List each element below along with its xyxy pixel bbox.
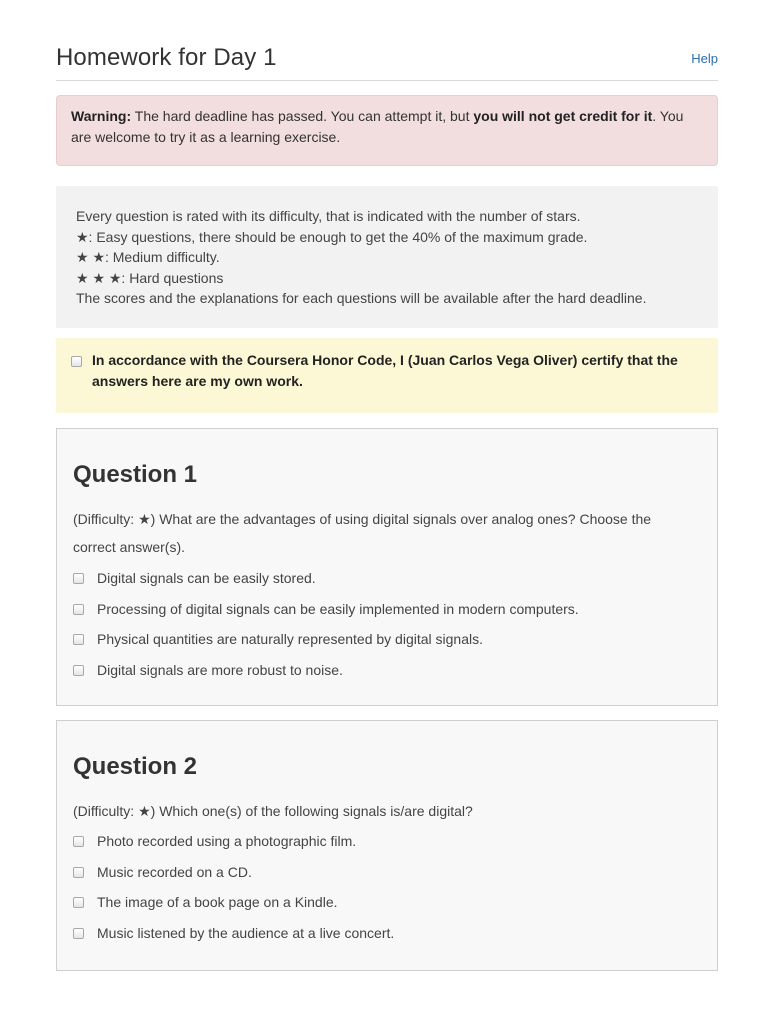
answer-label: The image of a book page on a Kindle.: [97, 894, 338, 910]
deadline-warning-alert: [56, 95, 718, 166]
info-line: ★ ★ ★: Hard questions: [76, 269, 224, 286]
question-card: [56, 720, 718, 971]
answer-checkbox[interactable]: [73, 573, 84, 584]
help-link[interactable]: Help: [691, 51, 718, 66]
answer-checkbox[interactable]: [73, 867, 84, 878]
answer-checkbox[interactable]: [73, 897, 84, 908]
warning-label: Warning:: [71, 108, 132, 124]
warning-bold-text: you will not get credit for it: [473, 108, 653, 124]
answer-label: Digital signals are more robust to noise.: [97, 661, 343, 678]
answer-label: Music recorded on a CD.: [97, 863, 252, 880]
answer-checkbox[interactable]: [73, 665, 84, 676]
answer-option[interactable]: [73, 831, 695, 862]
warning-text-before: The hard deadline has passed. You can attempt it, but: [131, 108, 474, 124]
honor-code-box: [56, 338, 718, 413]
answer-options: [73, 831, 695, 953]
honor-code-text: In accordance with the Coursera Honor Code, I (Juan Carlos Vega Oliver) certify that the answers here are my own work.: [92, 352, 678, 389]
answer-options: [73, 568, 695, 690]
info-line: Every question is rated with its difficulty, that is indicated with the number of stars.: [76, 208, 581, 224]
warning-text-after: . You are welcome to try it as a learning exercise.: [71, 108, 684, 145]
answer-label: Processing of digital signals can be easily implemented in modern computers.: [97, 600, 579, 617]
answer-label: Physical quantities are naturally represented by digital signals.: [97, 631, 483, 647]
answer-option[interactable]: [73, 629, 695, 660]
answer-label: Music listened by the audience at a live concert.: [97, 924, 395, 941]
question-text: (Difficulty: ★) What are the advantages of using digital signals over analog ones? Choose the correct answer(s).: [73, 511, 652, 555]
question-card: [56, 428, 718, 706]
answer-checkbox[interactable]: [73, 634, 84, 645]
answer-option[interactable]: [73, 599, 695, 630]
question-text: (Difficulty: ★) Which one(s) of the following signals is/are digital?: [73, 803, 473, 819]
info-line: ★ ★: Medium difficulty.: [76, 249, 220, 265]
answer-checkbox[interactable]: [73, 928, 84, 939]
answer-option[interactable]: [73, 568, 695, 599]
page-title: Homework for Day 1: [56, 44, 277, 71]
question-title: Question 2: [73, 753, 198, 780]
info-line: The scores and the explanations for each questions will be available after the hard deadline.: [76, 290, 647, 306]
answer-checkbox[interactable]: [73, 604, 84, 615]
honor-code-checkbox[interactable]: [71, 356, 82, 367]
answer-label: Digital signals can be easily stored.: [97, 570, 316, 586]
info-line: ★: Easy questions, there should be enough to get the 40% of the maximum grade.: [76, 228, 588, 245]
answer-option[interactable]: [73, 862, 695, 893]
difficulty-info-box: [56, 186, 718, 328]
answer-checkbox[interactable]: [73, 836, 84, 847]
answer-label: Photo recorded using a photographic film.: [97, 833, 357, 849]
answer-option[interactable]: [73, 892, 695, 923]
answer-option[interactable]: [73, 923, 695, 954]
question-title: Question 1: [73, 461, 198, 488]
page-header: [56, 40, 718, 81]
answer-option[interactable]: [73, 660, 695, 691]
